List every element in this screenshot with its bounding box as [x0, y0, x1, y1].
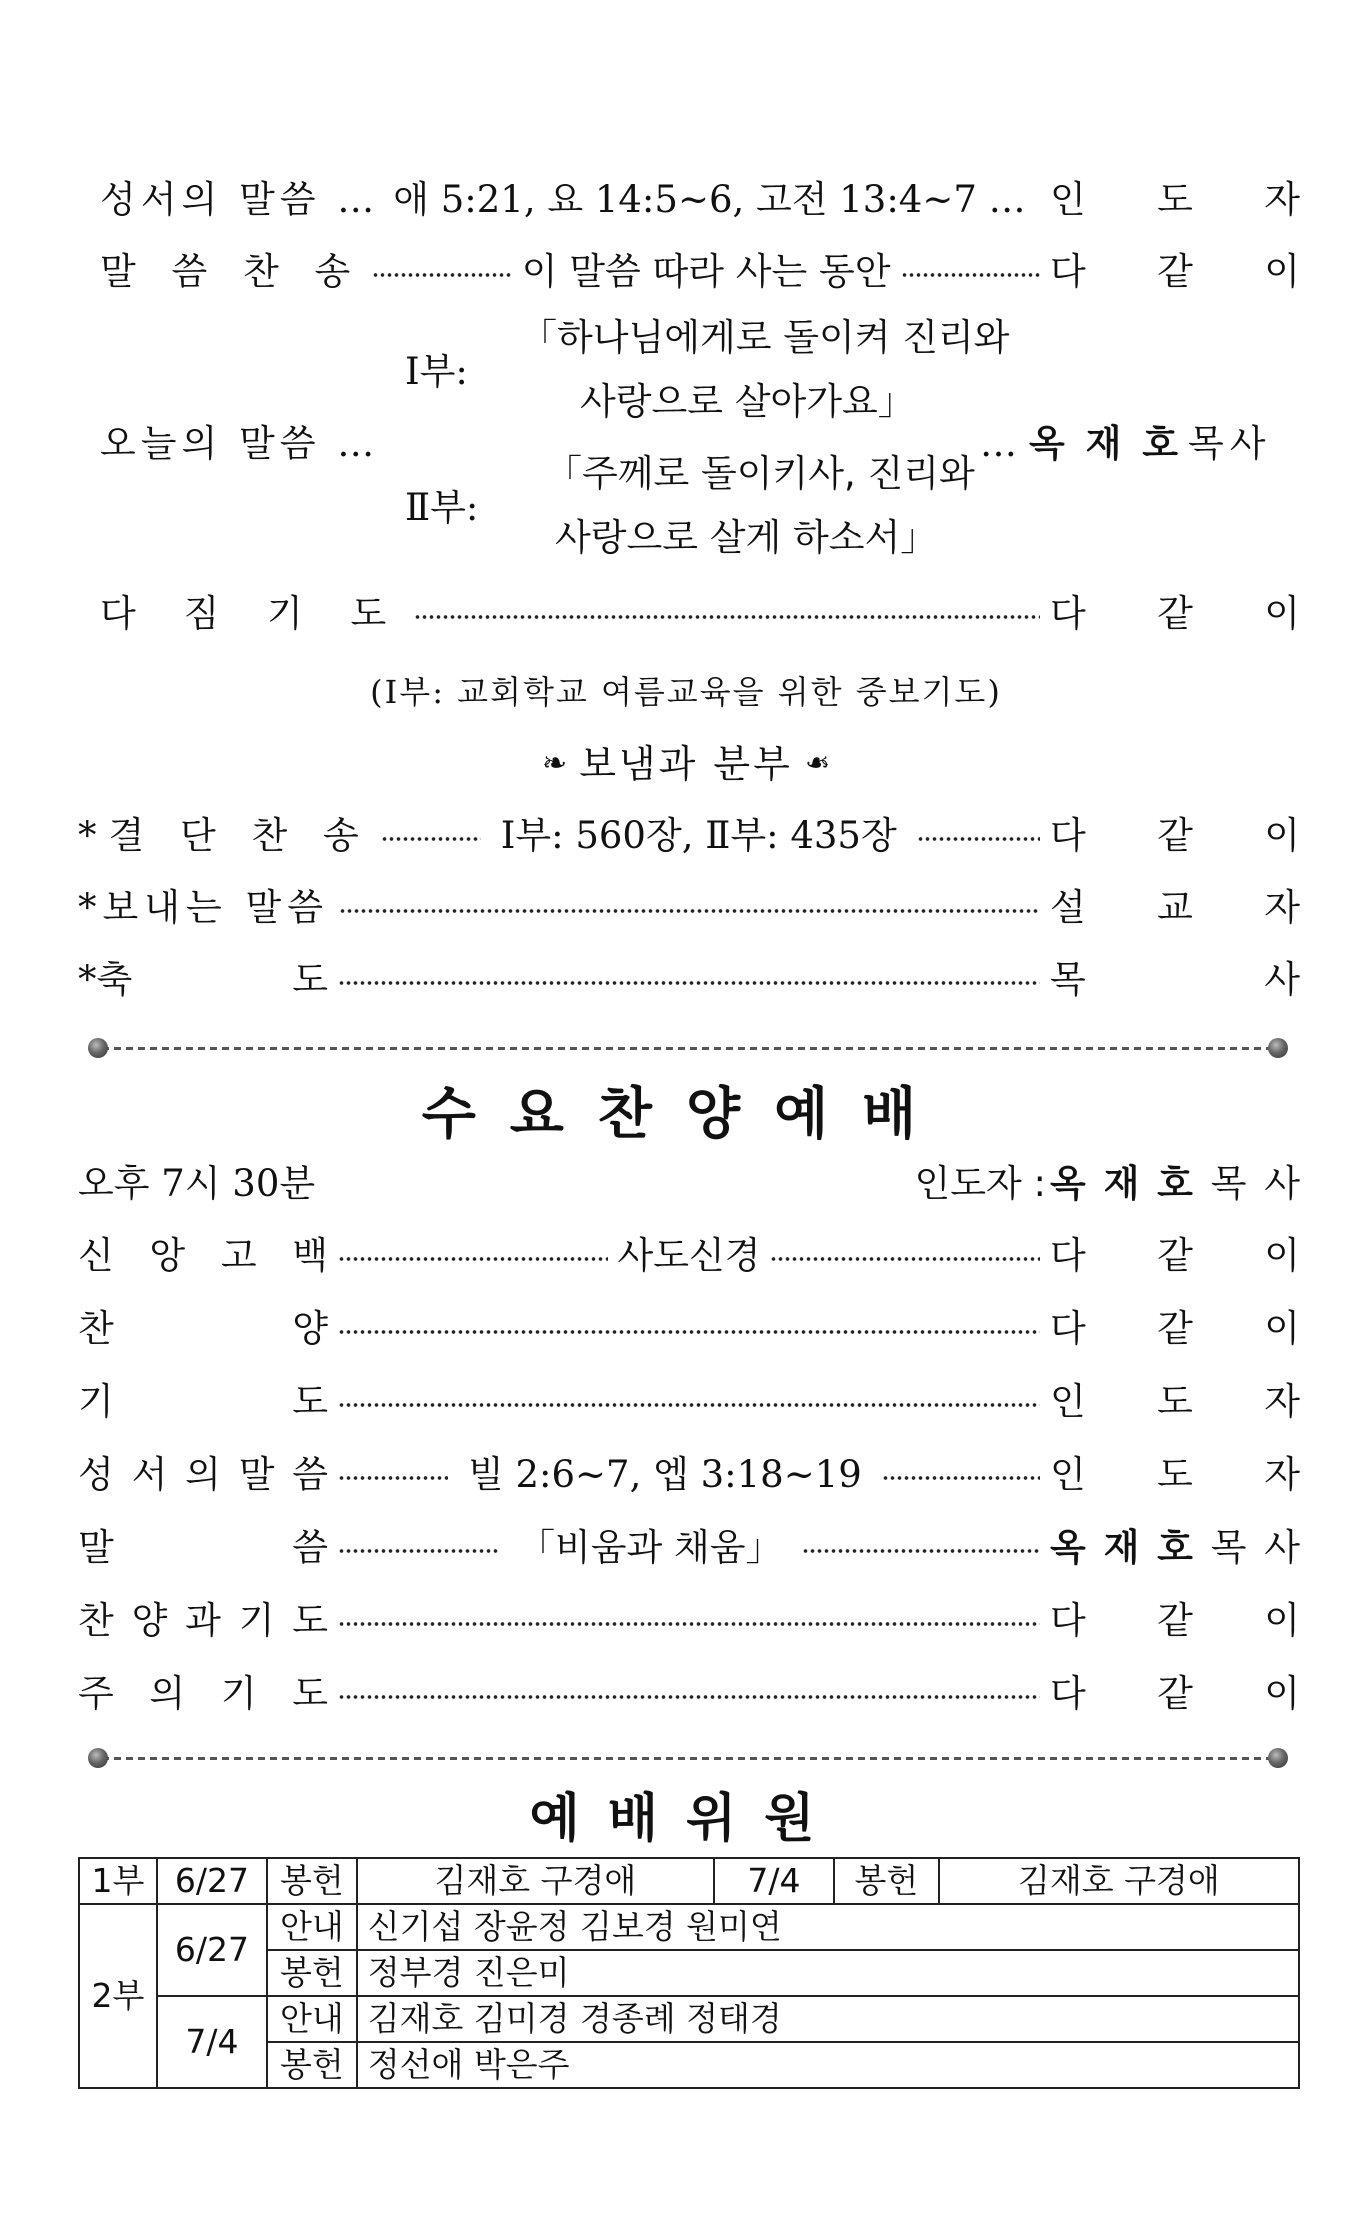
wednesday-item-row [78, 1666, 1300, 1722]
prayer-note: (Ⅰ부: 교회학교 여름교육을 위한 중보기도) [370, 673, 1002, 711]
table-row: 2부 6/27 안내 신기섭 장윤정 김보경 원미연 [79, 1904, 1299, 1950]
table-row: 봉헌 정부경 진은미 [79, 1950, 1299, 1996]
wednesday-item-middle: 「비움과 채움」 [518, 1526, 783, 1569]
hymn-label: 말 씀 찬 송 [100, 250, 363, 293]
hymn-title: 이 말씀 따라 사는 동안 [521, 250, 891, 293]
wednesday-item-label: 말 씀 [78, 1526, 328, 1569]
wednesday-item-middle: 사도신경 [617, 1234, 761, 1277]
wednesday-item-row [78, 1374, 1300, 1430]
wednesday-item-row [78, 1301, 1300, 1357]
wednesday-item-label: 찬 양 과 기 도 [78, 1599, 328, 1642]
sending-words-row [78, 880, 1300, 936]
wednesday-item-leader: 인 도 자 [1050, 1380, 1300, 1423]
table-row: 7/4 안내 김재호 김미경 경종례 정태경 [79, 1996, 1299, 2042]
final-hymn-leader: 다 같 이 [1050, 814, 1300, 857]
leader-dots [339, 909, 1040, 913]
leader-dots [882, 1476, 1040, 1480]
wednesday-item-row [78, 1447, 1300, 1503]
leader-dots [338, 1476, 448, 1480]
leader-label: 인도자 : [914, 1162, 1046, 1205]
resolution-prayer-label: 다 짐 기 도 [100, 592, 405, 635]
leader-dots [338, 1549, 498, 1553]
wednesday-item-leader: 다 같 이 [1050, 1599, 1300, 1642]
scripture-row [100, 172, 1300, 228]
wednesday-item-label: 찬 양 [78, 1307, 328, 1350]
staff-table [78, 1857, 1300, 2089]
wednesday-item-leader: 다 같 이 [1050, 1307, 1300, 1350]
final-hymn-numbers: Ⅰ부: 560장, Ⅱ부: 435장 [500, 814, 897, 857]
sermon-preacher: … 옥 재 호 목사 [980, 416, 1300, 472]
preacher-title: 목사 [1188, 422, 1272, 465]
part1-title-line2: 사랑으로 살아가요」 [580, 380, 915, 423]
sermon-label: 오늘의 말씀 … [100, 422, 380, 465]
wednesday-time-row [78, 1156, 1300, 1212]
part1-label: Ⅰ부: [405, 350, 468, 393]
divider-ball-icon [1268, 1748, 1288, 1768]
wednesday-title: 수요찬양예배 [421, 1082, 951, 1147]
wednesday-item-middle: 빌 2:6~7, 엡 3:18~19 [468, 1453, 862, 1496]
leader-dots [338, 1622, 1040, 1626]
wednesday-item-label: 성 서 의 말 씀 [78, 1453, 328, 1496]
wednesday-item-label: 기 도 [78, 1380, 328, 1423]
divider-ball-icon [88, 1748, 108, 1768]
scripture-leader: 인 도 자 [1050, 178, 1300, 221]
final-hymn-label: *결 단 찬 송 [78, 814, 371, 857]
part2-title-line2: 사랑으로 살게 하소서」 [555, 516, 938, 559]
sending-words-label: *보내는 말씀 [78, 886, 329, 929]
wednesday-time: 오후 7시 30분 [78, 1162, 316, 1205]
leader-dots [901, 273, 1041, 277]
leader-dots [338, 1257, 608, 1261]
leader-dots [917, 837, 1040, 841]
hymn-row [100, 244, 1300, 300]
divider-ball-icon [1268, 1038, 1288, 1058]
resolution-prayer-row [100, 586, 1300, 642]
benediction-label: *축 도 [78, 958, 328, 1001]
wednesday-item-leader: 다 같 이 [1050, 1234, 1300, 1277]
benediction-row [78, 952, 1300, 1008]
wednesday-leader: 옥 재 호 목 사 [1050, 1162, 1300, 1205]
wednesday-item-leader: 인 도 자 [1050, 1453, 1300, 1496]
leader-dots [770, 1257, 1040, 1261]
scripture-reference: 애 5:21, 요 14:5~6, 고전 13:4~7 … [393, 178, 1026, 221]
section-divider [88, 1037, 1288, 1059]
section-divider [88, 1747, 1288, 1769]
benediction-leader: 목 사 [1050, 958, 1300, 1001]
wednesday-item-row [78, 1228, 1300, 1284]
sending-words-leader: 설 교 자 [1050, 886, 1300, 929]
wednesday-item-label: 주 의 기 도 [78, 1672, 328, 1715]
flourish-right-icon: ❧ [804, 746, 830, 781]
leader-dots [372, 273, 512, 277]
leader-dots [802, 1549, 1040, 1553]
leader-dots [381, 837, 481, 841]
scripture-label: 성서의 말씀 … [100, 178, 380, 221]
divider-ball-icon [88, 1038, 108, 1058]
resolution-prayer-leader: 다 같 이 [1050, 592, 1300, 635]
leader-dots [338, 1695, 1040, 1699]
wednesday-item-leader: 옥 재 호 목 사 [1050, 1526, 1300, 1569]
table-row: 1부 6/27 봉헌 김재호 구경애 7/4 봉헌 김재호 구경애 [79, 1858, 1299, 1904]
wednesday-item-label: 신 앙 고 백 [78, 1234, 328, 1277]
part2-title-line1: 「주께로 돌이키사, 진리와 [545, 452, 975, 495]
staff-title: 예배위원 [529, 1789, 843, 1849]
hymn-leader: 다 같 이 [1050, 250, 1300, 293]
sermon-label-row [100, 416, 379, 472]
wednesday-item-row [78, 1593, 1300, 1649]
flourish-left-icon: ❧ [542, 746, 568, 781]
leader-dots [338, 981, 1040, 985]
preacher-name: 옥 재 호 [1029, 422, 1179, 465]
sending-header: ❧ 보냄과 분부 ❧ [0, 736, 1372, 792]
leader-dots [338, 1330, 1040, 1334]
wednesday-item-row [78, 1520, 1300, 1576]
part1-title-line1: 「하나님에게로 돌이켜 진리와 [520, 316, 1010, 359]
table-row: 봉헌 정선애 박은주 [79, 2042, 1299, 2088]
wednesday-item-leader: 다 같 이 [1050, 1672, 1300, 1715]
leader-dots [338, 1403, 1040, 1407]
part2-label: Ⅱ부: [405, 486, 479, 529]
leader-dots [414, 615, 1040, 619]
final-hymn-row [78, 808, 1300, 864]
